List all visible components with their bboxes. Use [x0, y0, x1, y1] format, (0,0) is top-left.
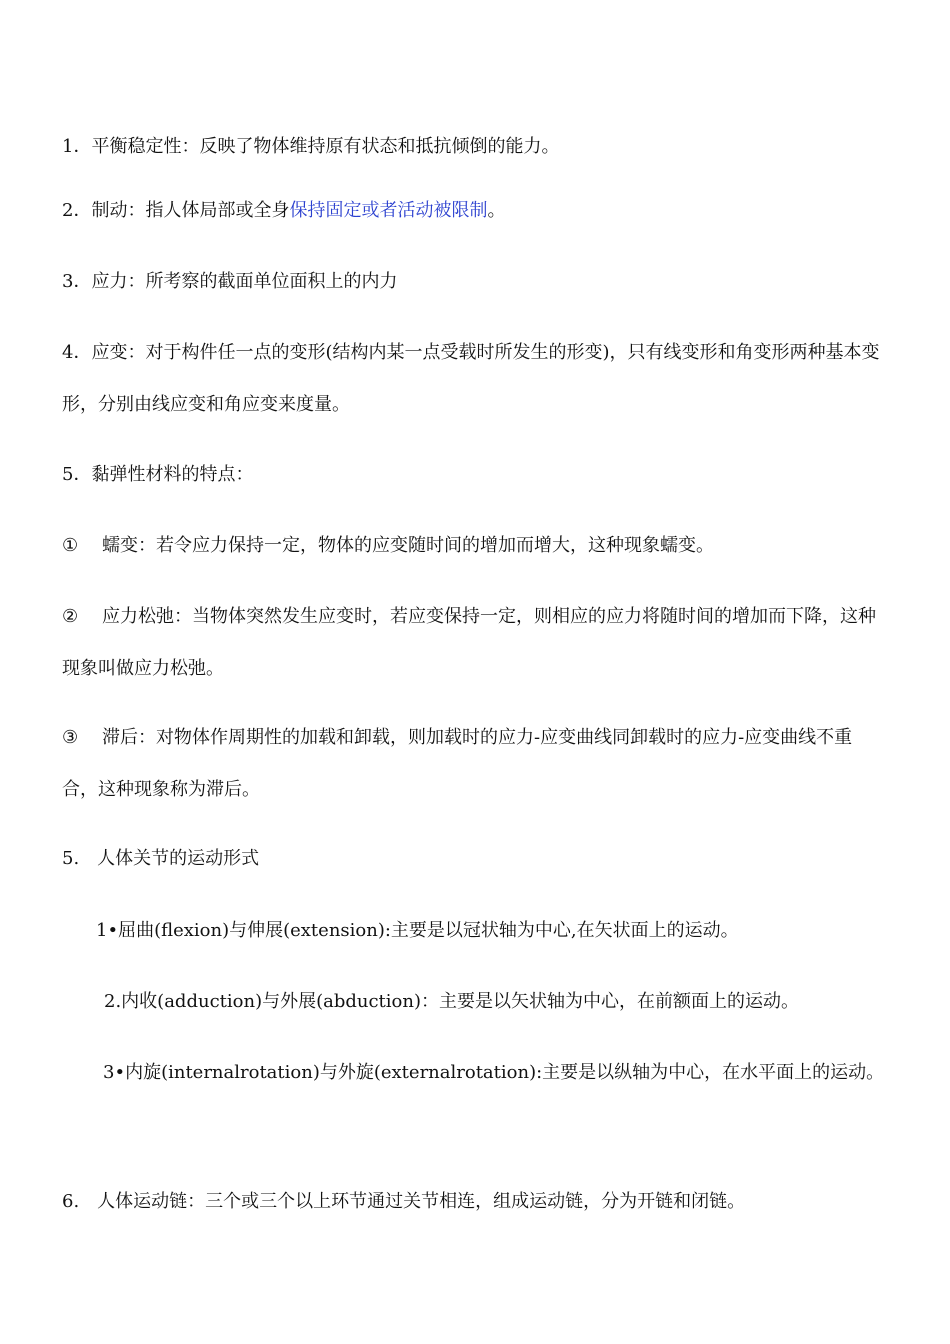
circled-number-3: ③ [62, 727, 79, 748]
item-2-text: 2．制动：指人体局部或全身 [62, 200, 290, 221]
hysteresis-item [62, 712, 888, 816]
item-2-braking [62, 185, 888, 237]
kinetic-chain-item: 6. 人体运动链：三个或三个以上环节通过关节相连，组成运动链，分为开链和闭链。 [62, 1191, 746, 1212]
hysteresis-text: 滞后：对物体作周期性的加载和卸载，则加载时的应力-应变曲线同卸载时的应力-应变曲线不重合，这种现象称为滞后。 [62, 727, 853, 800]
stress-relaxation-text: 应力松弛：当物体突然发生应变时，若应变保持一定，则相应的应力将随时间的增加而下降，这种现象叫做应力松弛。 [62, 606, 876, 679]
item-2-suffix: 。 [487, 200, 506, 221]
item-5-viscoelastic-heading: 5．黏弹性材料的特点： [62, 464, 254, 485]
item-1-balance-stability: 1．平衡稳定性：反映了物体维持原有状态和抵抗倾倒的能力。 [62, 136, 560, 157]
item-4-strain: 4．应变：对于构件任一点的变形(结构内某一点受载时所发生的形变)，只有线变形和角变形两种基本变形，分别由线应变和角应变来度量。 [62, 342, 880, 415]
stress-relaxation-item [62, 591, 888, 695]
item-3-stress: 3．应力：所考察的截面单位面积上的内力 [62, 271, 398, 292]
rotation-item: 3•内旋(internalrotation)与外旋(externalrotation):主要是以纵轴为中心，在水平面上的运动。 [103, 1062, 885, 1083]
joint-motion-heading: 5. 人体关节的运动形式 [62, 848, 260, 869]
circled-number-1: ① [62, 535, 79, 556]
creep-text: 蠕变：若令应力保持一定，物体的应变随时间的增加而增大，这种现象蠕变。 [102, 535, 714, 556]
creep-item [62, 520, 888, 572]
adduction-abduction-item: 2.内收(adduction)与外展(abduction)：主要是以矢状轴为中心，在前额面上的运动。 [104, 991, 800, 1012]
circled-number-2: ② [62, 606, 79, 627]
item-2-highlight-link[interactable]: 保持固定或者活动被限制 [289, 200, 488, 221]
flexion-extension-item: 1•屈曲(flexion)与伸展(extension):主要是以冠状轴为中心,在矢状面上的运动。 [96, 920, 739, 941]
